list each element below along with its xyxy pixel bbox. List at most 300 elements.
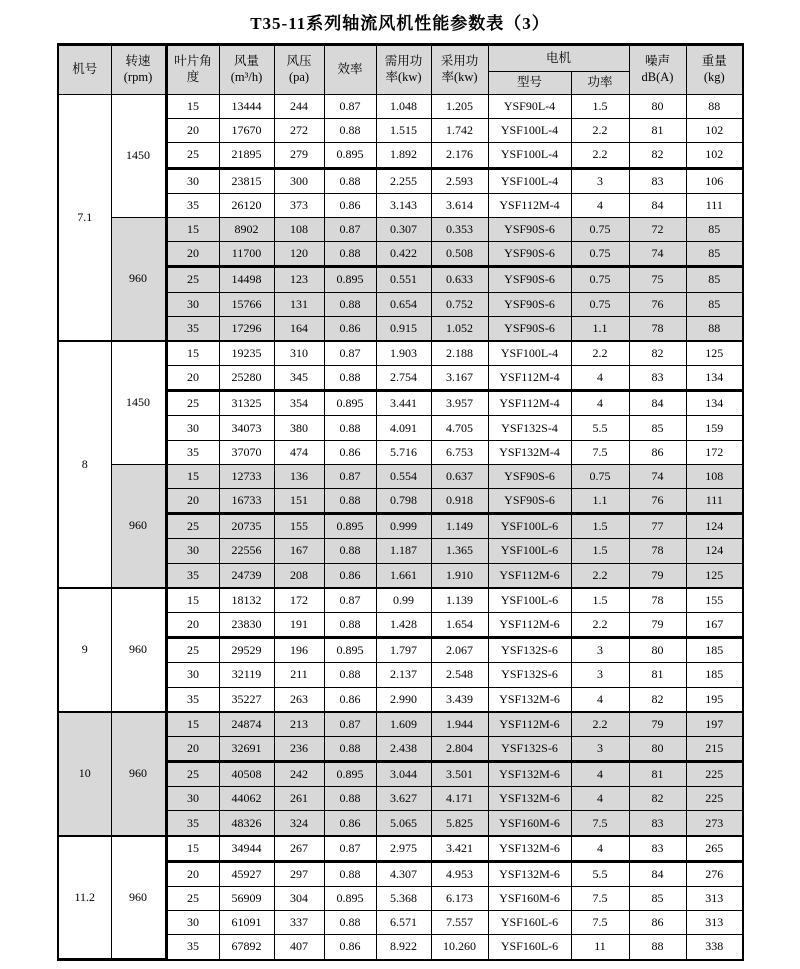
pressure-cell: 120 [274, 242, 324, 267]
blade-angle-cell: 20 [166, 861, 219, 886]
weight-cell: 276 [686, 861, 743, 886]
required-power-cell: 1.515 [376, 119, 431, 143]
header-motor-model: 型号 [488, 72, 571, 95]
efficiency-cell: 0.87 [324, 836, 376, 862]
air-volume-cell: 22556 [219, 539, 274, 563]
weight-cell: 106 [686, 168, 743, 193]
motor-model-cell: YSF132M-6 [488, 836, 571, 862]
weight-cell: 88 [686, 316, 743, 341]
weight-cell: 125 [686, 563, 743, 588]
adopted-power-cell: 3.421 [431, 836, 488, 862]
motor-model-cell: YSF100L-6 [488, 588, 571, 613]
motor-power-cell: 1.1 [571, 489, 629, 514]
blade-angle-cell: 35 [166, 811, 219, 836]
header-blade-angle: 叶片角 度 [166, 45, 219, 95]
motor-model-cell: YSF132M-6 [488, 687, 571, 712]
pressure-cell: 407 [274, 935, 324, 960]
required-power-cell: 2.438 [376, 736, 431, 761]
motor-power-cell: 3 [571, 638, 629, 663]
pressure-cell: 242 [274, 762, 324, 787]
noise-cell: 76 [629, 489, 686, 514]
efficiency-cell: 0.88 [324, 489, 376, 514]
required-power-cell: 0.654 [376, 292, 431, 316]
motor-power-cell: 2.2 [571, 119, 629, 143]
machine-no-cell: 11.2 [58, 836, 111, 960]
motor-model-cell: YSF112M-4 [488, 391, 571, 416]
efficiency-cell: 0.88 [324, 736, 376, 761]
required-power-cell: 2.990 [376, 687, 431, 712]
adopted-power-cell: 2.067 [431, 638, 488, 663]
air-volume-cell: 17670 [219, 119, 274, 143]
adopted-power-cell: 0.353 [431, 217, 488, 241]
required-power-cell: 8.922 [376, 935, 431, 960]
pressure-cell: 345 [274, 366, 324, 391]
pressure-cell: 108 [274, 217, 324, 241]
pressure-cell: 164 [274, 316, 324, 341]
blade-angle-cell: 15 [166, 588, 219, 613]
efficiency-cell: 0.87 [324, 95, 376, 119]
blade-angle-cell: 35 [166, 440, 219, 464]
efficiency-cell: 0.86 [324, 193, 376, 217]
table-row [58, 341, 743, 366]
table-row [58, 836, 743, 862]
blade-angle-cell: 20 [166, 489, 219, 514]
efficiency-cell: 0.88 [324, 911, 376, 935]
adopted-power-cell: 10.260 [431, 935, 488, 960]
noise-cell: 74 [629, 464, 686, 488]
blade-angle-cell: 30 [166, 292, 219, 316]
noise-cell: 79 [629, 712, 686, 737]
weight-cell: 197 [686, 712, 743, 737]
motor-power-cell: 4 [571, 787, 629, 811]
adopted-power-cell: 3.167 [431, 366, 488, 391]
motor-power-cell: 3 [571, 736, 629, 761]
air-volume-cell: 21895 [219, 143, 274, 168]
adopted-power-cell: 0.637 [431, 464, 488, 488]
table-header [58, 45, 743, 95]
rpm-cell: 960 [111, 217, 166, 340]
header-adopted-power: 采用功 率(kw) [431, 45, 488, 95]
motor-power-cell: 1.5 [571, 514, 629, 539]
header-required-power: 需用功 率(kw) [376, 45, 431, 95]
motor-power-cell: 4 [571, 687, 629, 712]
efficiency-cell: 0.88 [324, 242, 376, 267]
noise-cell: 86 [629, 440, 686, 464]
motor-power-cell: 4 [571, 762, 629, 787]
noise-cell: 82 [629, 687, 686, 712]
adopted-power-cell: 1.139 [431, 588, 488, 613]
header-pressure: 风压 (pa) [274, 45, 324, 95]
motor-power-cell: 1.1 [571, 316, 629, 341]
noise-cell: 84 [629, 391, 686, 416]
air-volume-cell: 23830 [219, 612, 274, 637]
required-power-cell: 1.187 [376, 539, 431, 563]
adopted-power-cell: 0.918 [431, 489, 488, 514]
required-power-cell: 1.048 [376, 95, 431, 119]
adopted-power-cell: 2.804 [431, 736, 488, 761]
weight-cell: 225 [686, 787, 743, 811]
air-volume-cell: 35227 [219, 687, 274, 712]
air-volume-cell: 32691 [219, 736, 274, 761]
blade-angle-cell: 15 [166, 341, 219, 366]
motor-model-cell: YSF90L-4 [488, 95, 571, 119]
efficiency-cell: 0.88 [324, 861, 376, 886]
efficiency-cell: 0.895 [324, 638, 376, 663]
efficiency-cell: 0.87 [324, 588, 376, 613]
air-volume-cell: 16733 [219, 489, 274, 514]
pressure-cell: 373 [274, 193, 324, 217]
air-volume-cell: 34944 [219, 836, 274, 862]
weight-cell: 124 [686, 514, 743, 539]
pressure-cell: 267 [274, 836, 324, 862]
motor-power-cell: 2.2 [571, 563, 629, 588]
blade-angle-cell: 15 [166, 836, 219, 862]
motor-model-cell: YSF112M-6 [488, 612, 571, 637]
weight-cell: 111 [686, 489, 743, 514]
air-volume-cell: 67892 [219, 935, 274, 960]
noise-cell: 79 [629, 612, 686, 637]
efficiency-cell: 0.88 [324, 539, 376, 563]
weight-cell: 313 [686, 887, 743, 911]
pressure-cell: 151 [274, 489, 324, 514]
rpm-cell: 1450 [111, 95, 166, 218]
pressure-cell: 208 [274, 563, 324, 588]
blade-angle-cell: 20 [166, 119, 219, 143]
required-power-cell: 4.307 [376, 861, 431, 886]
header-rpm: 转速 (rpm) [111, 45, 166, 95]
adopted-power-cell: 3.439 [431, 687, 488, 712]
air-volume-cell: 12733 [219, 464, 274, 488]
required-power-cell: 6.571 [376, 911, 431, 935]
required-power-cell: 1.661 [376, 563, 431, 588]
machine-no-cell: 9 [58, 588, 111, 712]
pressure-cell: 474 [274, 440, 324, 464]
rpm-cell: 960 [111, 836, 166, 960]
table-row [58, 712, 743, 737]
blade-angle-cell: 15 [166, 464, 219, 488]
air-volume-cell: 19235 [219, 341, 274, 366]
air-volume-cell: 24874 [219, 712, 274, 737]
adopted-power-cell: 2.188 [431, 341, 488, 366]
required-power-cell: 5.368 [376, 887, 431, 911]
noise-cell: 79 [629, 563, 686, 588]
motor-power-cell: 4 [571, 193, 629, 217]
efficiency-cell: 0.88 [324, 292, 376, 316]
noise-cell: 82 [629, 341, 686, 366]
blade-angle-cell: 20 [166, 736, 219, 761]
efficiency-cell: 0.895 [324, 514, 376, 539]
motor-power-cell: 2.2 [571, 712, 629, 737]
motor-power-cell: 1.5 [571, 95, 629, 119]
weight-cell: 185 [686, 663, 743, 687]
noise-cell: 80 [629, 638, 686, 663]
blade-angle-cell: 35 [166, 563, 219, 588]
motor-power-cell: 7.5 [571, 811, 629, 836]
efficiency-cell: 0.895 [324, 762, 376, 787]
pressure-cell: 123 [274, 267, 324, 292]
noise-cell: 83 [629, 836, 686, 862]
noise-cell: 82 [629, 143, 686, 168]
pressure-cell: 167 [274, 539, 324, 563]
motor-model-cell: YSF132S-6 [488, 663, 571, 687]
table-row [58, 217, 743, 241]
air-volume-cell: 13444 [219, 95, 274, 119]
weight-cell: 195 [686, 687, 743, 712]
weight-cell: 88 [686, 95, 743, 119]
efficiency-cell: 0.87 [324, 712, 376, 737]
motor-model-cell: YSF112M-4 [488, 366, 571, 391]
motor-power-cell: 4 [571, 366, 629, 391]
efficiency-cell: 0.87 [324, 217, 376, 241]
motor-power-cell: 3 [571, 663, 629, 687]
table-row [58, 95, 743, 119]
noise-cell: 78 [629, 316, 686, 341]
blade-angle-cell: 35 [166, 193, 219, 217]
weight-cell: 108 [686, 464, 743, 488]
header-noise: 噪声 dB(A) [629, 45, 686, 95]
air-volume-cell: 29529 [219, 638, 274, 663]
weight-cell: 155 [686, 588, 743, 613]
pressure-cell: 263 [274, 687, 324, 712]
noise-cell: 81 [629, 762, 686, 787]
efficiency-cell: 0.88 [324, 787, 376, 811]
air-volume-cell: 20735 [219, 514, 274, 539]
air-volume-cell: 56909 [219, 887, 274, 911]
adopted-power-cell: 0.752 [431, 292, 488, 316]
motor-model-cell: YSF112M-6 [488, 563, 571, 588]
weight-cell: 225 [686, 762, 743, 787]
weight-cell: 111 [686, 193, 743, 217]
pressure-cell: 136 [274, 464, 324, 488]
adopted-power-cell: 4.953 [431, 861, 488, 886]
motor-power-cell: 2.2 [571, 341, 629, 366]
noise-cell: 83 [629, 168, 686, 193]
blade-angle-cell: 25 [166, 391, 219, 416]
noise-cell: 82 [629, 787, 686, 811]
weight-cell: 215 [686, 736, 743, 761]
header-motor-power: 功率 [571, 72, 629, 95]
pressure-cell: 196 [274, 638, 324, 663]
required-power-cell: 3.044 [376, 762, 431, 787]
motor-model-cell: YSF112M-6 [488, 712, 571, 737]
blade-angle-cell: 25 [166, 514, 219, 539]
required-power-cell: 2.137 [376, 663, 431, 687]
weight-cell: 85 [686, 292, 743, 316]
adopted-power-cell: 3.501 [431, 762, 488, 787]
pressure-cell: 272 [274, 119, 324, 143]
noise-cell: 80 [629, 95, 686, 119]
blade-angle-cell: 25 [166, 887, 219, 911]
air-volume-cell: 44062 [219, 787, 274, 811]
efficiency-cell: 0.86 [324, 687, 376, 712]
required-power-cell: 1.903 [376, 341, 431, 366]
motor-model-cell: YSF90S-6 [488, 267, 571, 292]
weight-cell: 273 [686, 811, 743, 836]
motor-model-cell: YSF100L-4 [488, 168, 571, 193]
motor-model-cell: YSF100L-4 [488, 341, 571, 366]
blade-angle-cell: 15 [166, 712, 219, 737]
motor-model-cell: YSF132M-6 [488, 861, 571, 886]
adopted-power-cell: 1.149 [431, 514, 488, 539]
blade-angle-cell: 25 [166, 638, 219, 663]
motor-model-cell: YSF90S-6 [488, 292, 571, 316]
noise-cell: 85 [629, 887, 686, 911]
pressure-cell: 300 [274, 168, 324, 193]
rpm-cell: 960 [111, 712, 166, 836]
header-air-volume: 风量 (m³/h) [219, 45, 274, 95]
pressure-cell: 337 [274, 911, 324, 935]
motor-power-cell: 11 [571, 935, 629, 960]
blade-angle-cell: 30 [166, 787, 219, 811]
weight-cell: 172 [686, 440, 743, 464]
blade-angle-cell: 30 [166, 168, 219, 193]
motor-power-cell: 5.5 [571, 861, 629, 886]
adopted-power-cell: 0.508 [431, 242, 488, 267]
air-volume-cell: 31325 [219, 391, 274, 416]
pressure-cell: 172 [274, 588, 324, 613]
efficiency-cell: 0.86 [324, 316, 376, 341]
motor-power-cell: 7.5 [571, 911, 629, 935]
air-volume-cell: 15766 [219, 292, 274, 316]
header-efficiency: 效率 [324, 45, 376, 95]
motor-power-cell: 7.5 [571, 887, 629, 911]
pressure-cell: 261 [274, 787, 324, 811]
adopted-power-cell: 2.176 [431, 143, 488, 168]
fan-spec-table [57, 43, 744, 961]
efficiency-cell: 0.895 [324, 887, 376, 911]
adopted-power-cell: 1.910 [431, 563, 488, 588]
blade-angle-cell: 20 [166, 366, 219, 391]
required-power-cell: 5.065 [376, 811, 431, 836]
motor-power-cell: 2.2 [571, 143, 629, 168]
motor-power-cell: 0.75 [571, 267, 629, 292]
adopted-power-cell: 3.957 [431, 391, 488, 416]
adopted-power-cell: 4.705 [431, 416, 488, 440]
adopted-power-cell: 7.557 [431, 911, 488, 935]
noise-cell: 78 [629, 588, 686, 613]
adopted-power-cell: 4.171 [431, 787, 488, 811]
machine-no-cell: 7.1 [58, 95, 111, 341]
motor-model-cell: YSF160M-6 [488, 887, 571, 911]
air-volume-cell: 11700 [219, 242, 274, 267]
blade-angle-cell: 30 [166, 539, 219, 563]
blade-angle-cell: 15 [166, 217, 219, 241]
efficiency-cell: 0.88 [324, 612, 376, 637]
header-weight: 重量 (kg) [686, 45, 743, 95]
blade-angle-cell: 35 [166, 316, 219, 341]
required-power-cell: 5.716 [376, 440, 431, 464]
weight-cell: 85 [686, 217, 743, 241]
motor-power-cell: 4 [571, 836, 629, 862]
blade-angle-cell: 25 [166, 762, 219, 787]
adopted-power-cell: 6.173 [431, 887, 488, 911]
required-power-cell: 0.99 [376, 588, 431, 613]
adopted-power-cell: 1.052 [431, 316, 488, 341]
motor-power-cell: 1.5 [571, 588, 629, 613]
weight-cell: 85 [686, 242, 743, 267]
table-row [58, 588, 743, 613]
blade-angle-cell: 30 [166, 663, 219, 687]
air-volume-cell: 17296 [219, 316, 274, 341]
motor-power-cell: 0.75 [571, 464, 629, 488]
efficiency-cell: 0.895 [324, 143, 376, 168]
air-volume-cell: 14498 [219, 267, 274, 292]
noise-cell: 84 [629, 193, 686, 217]
weight-cell: 134 [686, 366, 743, 391]
header-machine-no: 机号 [58, 45, 111, 95]
pressure-cell: 279 [274, 143, 324, 168]
adopted-power-cell: 1.742 [431, 119, 488, 143]
adopted-power-cell: 5.825 [431, 811, 488, 836]
motor-power-cell: 2.2 [571, 612, 629, 637]
motor-model-cell: YSF132M-6 [488, 762, 571, 787]
motor-power-cell: 3 [571, 168, 629, 193]
required-power-cell: 0.915 [376, 316, 431, 341]
pressure-cell: 236 [274, 736, 324, 761]
weight-cell: 85 [686, 267, 743, 292]
motor-power-cell: 0.75 [571, 217, 629, 241]
required-power-cell: 2.975 [376, 836, 431, 862]
efficiency-cell: 0.86 [324, 811, 376, 836]
air-volume-cell: 26120 [219, 193, 274, 217]
adopted-power-cell: 3.614 [431, 193, 488, 217]
motor-model-cell: YSF100L-6 [488, 539, 571, 563]
air-volume-cell: 45927 [219, 861, 274, 886]
air-volume-cell: 25280 [219, 366, 274, 391]
pressure-cell: 155 [274, 514, 324, 539]
motor-model-cell: YSF132S-6 [488, 736, 571, 761]
motor-power-cell: 1.5 [571, 539, 629, 563]
blade-angle-cell: 25 [166, 267, 219, 292]
motor-model-cell: YSF132S-6 [488, 638, 571, 663]
required-power-cell: 1.892 [376, 143, 431, 168]
air-volume-cell: 40508 [219, 762, 274, 787]
weight-cell: 265 [686, 836, 743, 862]
noise-cell: 72 [629, 217, 686, 241]
blade-angle-cell: 20 [166, 242, 219, 267]
motor-model-cell: YSF160M-6 [488, 811, 571, 836]
pressure-cell: 304 [274, 887, 324, 911]
motor-power-cell: 0.75 [571, 292, 629, 316]
required-power-cell: 1.428 [376, 612, 431, 637]
air-volume-cell: 37070 [219, 440, 274, 464]
motor-model-cell: YSF100L-4 [488, 143, 571, 168]
weight-cell: 102 [686, 119, 743, 143]
pressure-cell: 324 [274, 811, 324, 836]
noise-cell: 81 [629, 119, 686, 143]
adopted-power-cell: 1.365 [431, 539, 488, 563]
air-volume-cell: 24739 [219, 563, 274, 588]
noise-cell: 76 [629, 292, 686, 316]
pressure-cell: 354 [274, 391, 324, 416]
pressure-cell: 310 [274, 341, 324, 366]
adopted-power-cell: 0.633 [431, 267, 488, 292]
adopted-power-cell: 6.753 [431, 440, 488, 464]
efficiency-cell: 0.88 [324, 416, 376, 440]
noise-cell: 88 [629, 935, 686, 960]
motor-model-cell: YSF160L-6 [488, 911, 571, 935]
motor-model-cell: YSF90S-6 [488, 242, 571, 267]
noise-cell: 84 [629, 861, 686, 886]
machine-no-cell: 10 [58, 712, 111, 836]
blade-angle-cell: 35 [166, 687, 219, 712]
required-power-cell: 3.627 [376, 787, 431, 811]
motor-model-cell: YSF90S-6 [488, 464, 571, 488]
motor-model-cell: YSF160L-6 [488, 935, 571, 960]
air-volume-cell: 34073 [219, 416, 274, 440]
blade-angle-cell: 25 [166, 143, 219, 168]
noise-cell: 80 [629, 736, 686, 761]
